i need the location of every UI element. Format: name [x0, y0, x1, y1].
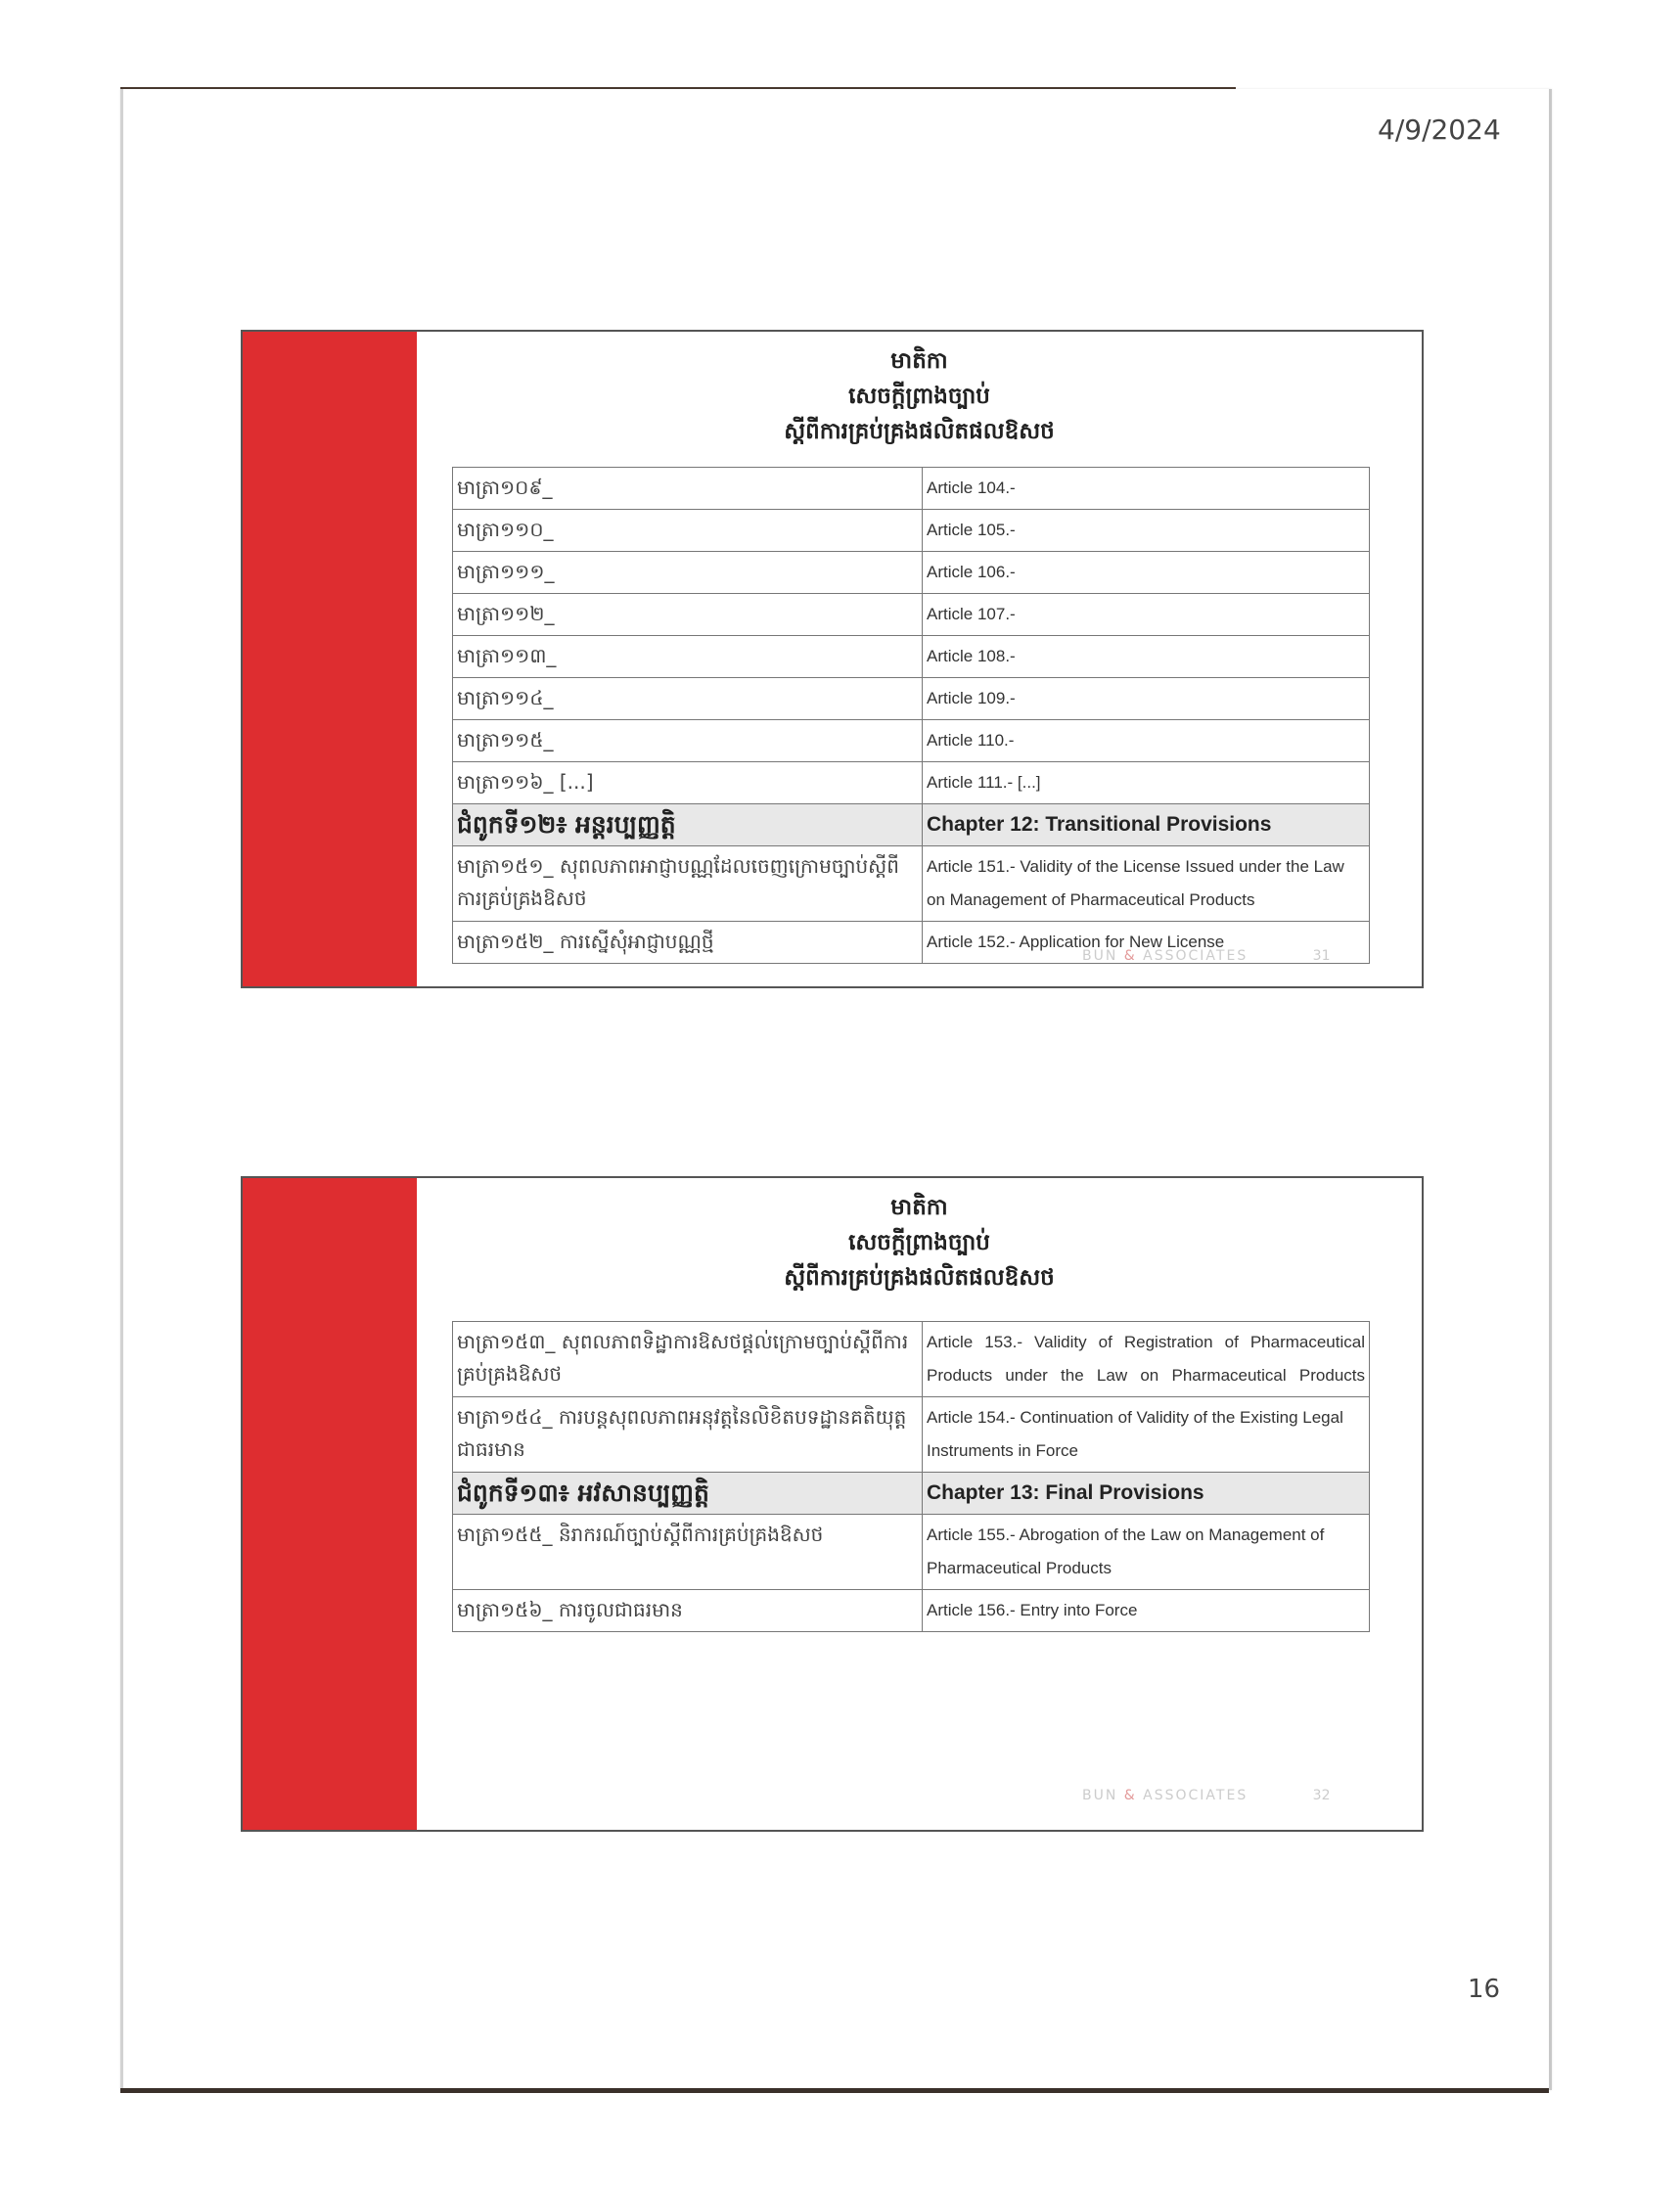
title-line-draft-law: សេចក្តីព្រាងច្បាប់	[848, 1229, 990, 1255]
table-row	[453, 678, 1370, 720]
table-row	[453, 468, 1370, 510]
chapter-english-heading: Chapter 13: Final Provisions	[923, 1473, 1370, 1515]
khmer-cell: មាត្រា១១៤_	[453, 678, 923, 720]
english-cell: Article 107.-	[923, 594, 1370, 636]
khmer-cell: មាត្រា១១៥_	[453, 720, 923, 762]
english-cell: Article 151.- Validity of the License Issued under the Law on Management of Pharmaceutical Products	[923, 846, 1370, 922]
english-cell: Article 155.- Abrogation of the Law on Management of Pharmaceutical Products	[923, 1515, 1370, 1590]
english-cell: Article 110.-	[923, 720, 1370, 762]
table-row	[453, 846, 1370, 922]
footer-brand-2: ASSOCIATES	[1143, 948, 1249, 964]
table-row	[453, 1515, 1370, 1590]
table-row	[453, 552, 1370, 594]
table-row	[453, 1590, 1370, 1632]
table-row	[453, 510, 1370, 552]
khmer-cell: មាត្រា១៥៥_ និរាករណ៍ច្បាប់ស្តីពីការគ្រប់គ្រងឱសថ	[453, 1515, 923, 1590]
table-row	[453, 594, 1370, 636]
slide-red-sidebar	[243, 1178, 417, 1830]
title-line-contents: មាតិកា	[890, 1194, 948, 1220]
table-row	[453, 1397, 1370, 1473]
khmer-cell: មាត្រា១១១_	[453, 552, 923, 594]
slide-title	[417, 343, 1422, 449]
table-row	[453, 720, 1370, 762]
english-cell: Article 154.- Continuation of Validity of the Existing Legal Instruments in Force	[923, 1397, 1370, 1473]
khmer-cell: មាត្រា១៥៣_ សុពលភាពទិដ្ឋាការឱសថផ្តល់ក្រោមច្បាប់ស្តីពីការគ្រប់គ្រងឱសថ	[453, 1322, 923, 1397]
title-line-subject: ស្តីពីការគ្រប់គ្រងផលិតផលឱសថ	[784, 418, 1055, 444]
table-row	[453, 1322, 1370, 1397]
footer-slide-number: 32	[1312, 1788, 1331, 1803]
table-row	[453, 762, 1370, 804]
chapter-khmer-heading: ជំពូកទី១៣៖ អវសានប្បញ្ញត្តិ	[453, 1473, 923, 1515]
english-cell: Article 105.-	[923, 510, 1370, 552]
khmer-cell: មាត្រា១១៣_	[453, 636, 923, 678]
page-number: 16	[1468, 1975, 1501, 2004]
english-cell: Article 111.- [...]	[923, 762, 1370, 804]
english-cell: Article 108.-	[923, 636, 1370, 678]
footer-ampersand: &	[1123, 948, 1137, 964]
khmer-cell: មាត្រា១១២_	[453, 594, 923, 636]
chapter-khmer-heading: ជំពូកទី១២៖ អន្តរប្បញ្ញត្តិ	[453, 804, 923, 846]
table-row	[453, 636, 1370, 678]
english-cell: Article 153.- Validity of Registration of Pharmaceutical Products under the Law on Pharmaceutical Products	[923, 1322, 1370, 1397]
footer-slide-number: 31	[1312, 948, 1331, 964]
title-line-subject: ស្តីពីការគ្រប់គ្រងផលិតផលឱសថ	[784, 1264, 1055, 1291]
slide-31	[241, 330, 1424, 988]
slide-title	[417, 1190, 1422, 1296]
paper-bottom-edge	[120, 2088, 1549, 2093]
khmer-cell: មាត្រា១៥៦_ ការចូលជាធរមាន	[453, 1590, 923, 1632]
chapter-english-heading: Chapter 12: Transitional Provisions	[923, 804, 1370, 846]
english-cell: Article 152.- Application for New License	[923, 922, 1370, 964]
print-date: 4/9/2024	[1378, 114, 1501, 146]
khmer-cell: មាត្រា១១៦_ [...]	[453, 762, 923, 804]
english-cell: Article 109.-	[923, 678, 1370, 720]
english-cell: Article 104.-	[923, 468, 1370, 510]
chapter-row	[453, 1473, 1370, 1515]
footer-ampersand: &	[1123, 1788, 1137, 1803]
footer-brand-2: ASSOCIATES	[1143, 1788, 1249, 1803]
slide-32	[241, 1176, 1424, 1832]
khmer-cell: មាត្រា១៥៤_ ការបន្តសុពលភាពអនុវត្តនៃលិខិតបទដ្ឋានគតិយុត្តជាធរមាន	[453, 1397, 923, 1473]
slide-footer	[1082, 1788, 1331, 1803]
slide-red-sidebar	[243, 332, 417, 986]
footer-brand: BUN	[1082, 948, 1118, 964]
khmer-cell: មាត្រា១៥១_ សុពលភាពអាជ្ញាបណ្ណដែលចេញក្រោមច្បាប់ស្តីពីការគ្រប់គ្រងឱសថ	[453, 846, 923, 922]
chapter-row	[453, 804, 1370, 846]
contents-table	[452, 1321, 1370, 1632]
contents-table	[452, 467, 1370, 964]
khmer-cell: មាត្រា១៥២_ ការស្នើសុំអាជ្ញាបណ្ណថ្មី	[453, 922, 923, 964]
title-line-contents: មាតិកា	[890, 347, 948, 374]
slide-footer	[1082, 948, 1331, 964]
footer-brand: BUN	[1082, 1788, 1118, 1803]
english-cell: Article 106.-	[923, 552, 1370, 594]
title-line-draft-law: សេចក្តីព្រាងច្បាប់	[848, 383, 990, 409]
khmer-cell: មាត្រា១១០_	[453, 510, 923, 552]
khmer-cell: មាត្រា១០៩_	[453, 468, 923, 510]
english-cell: Article 156.- Entry into Force	[923, 1590, 1370, 1632]
